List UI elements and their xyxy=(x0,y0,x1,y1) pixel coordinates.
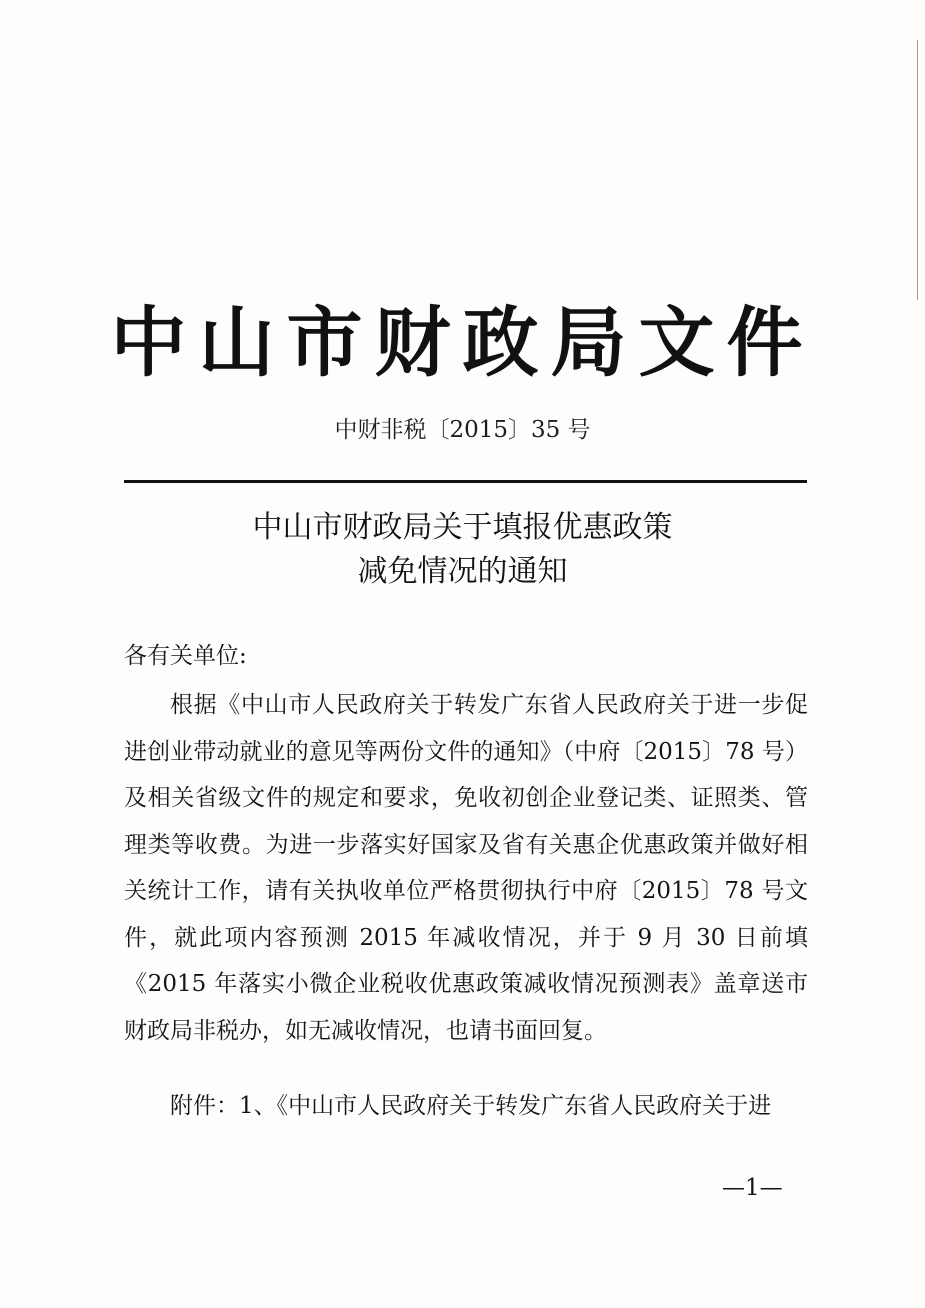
salutation: 各有关单位: xyxy=(124,643,247,669)
notice-title-line-1: 中山市财政局关于填报优惠政策 xyxy=(252,510,673,545)
notice-title-line-2: 减免情况的通知 xyxy=(357,554,568,589)
scan-edge-line xyxy=(917,40,918,300)
page-number: —1— xyxy=(722,1175,783,1201)
document-number: 中财非税〔2015〕35 号 xyxy=(334,417,591,443)
header-divider xyxy=(124,480,807,483)
attachment-line: 附件：1、《中山市人民政府关于转发广东省人民政府关于进 xyxy=(170,1093,772,1119)
body-paragraph: 根据《中山市人民政府关于转发广东省人民政府关于进一步促进创业带动就业的意见等两份文件的通知》（中府〔2015〕78 号）及相关省级文件的规定和要求，免收初创企业登记类、证照类、管理类等收费。为进一步落实好国家及省有关惠企优惠政策并做好相关统计工作，请有关执收单位严格贯彻执行中府〔2015〕78 号文件，就此项内容预测 2015 年减收情况，并于 9 月 30 日前填《2015 年落实小微企业税收优惠政策减收情况预测表》盖章送市财政局非税办，如无减收情况，也请书面回复。 xyxy=(124,692,808,1044)
document-masthead: 中山市财政局文件 xyxy=(110,298,815,387)
